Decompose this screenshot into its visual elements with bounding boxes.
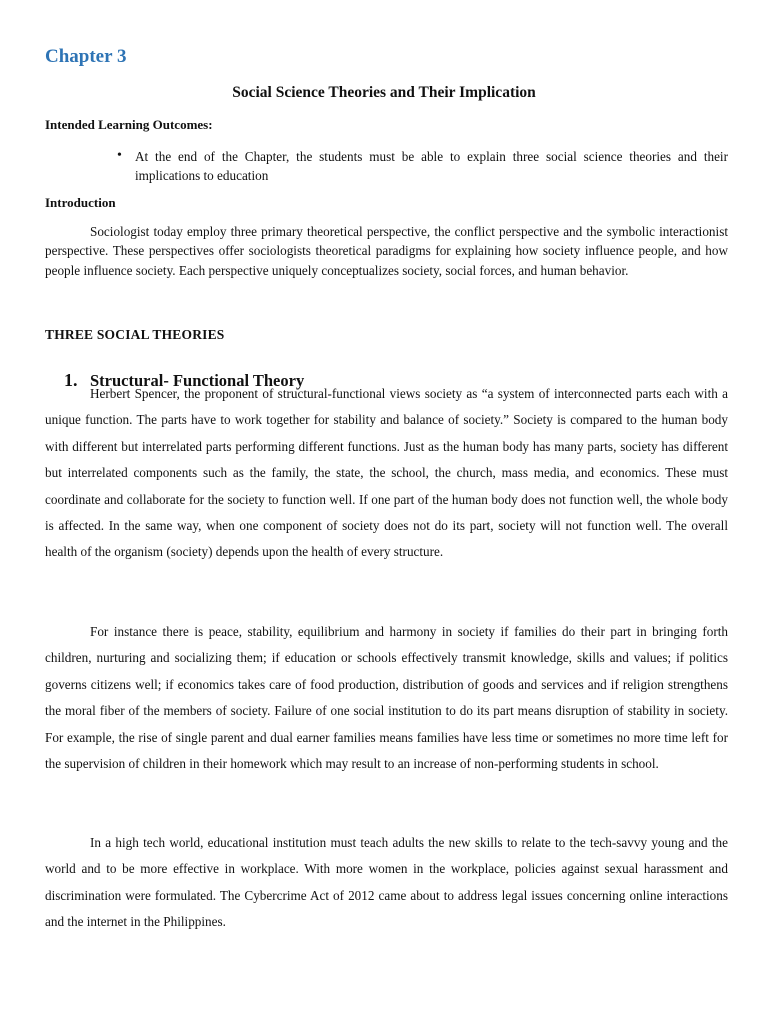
theory-heading: Structural- Functional Theory (90, 371, 305, 390)
introduction-heading: Introduction (45, 195, 116, 210)
section-heading: THREE SOCIAL THEORIES (45, 327, 225, 342)
body-paragraph-2: For instance there is peace, stability, equilibrium and harmony in society if families do their part in bringing forth children, nurturing and socializing them; if education or schools effectively transmit knowledge, skills and values; if politics governs citizens well; if economics takes care of food production, distribution of goods and services and if religion strengthens the moral fiber of the members of society. Failure of one social institution to do its part means disruption of stability in society. For example, the rise of single parent and dual earner families means families have less time or sometimes no more time left for the supervision of children in their homework which may result to an increase of non-performing students in school. (45, 624, 728, 772)
theory-number: 1. (64, 370, 78, 390)
bullet-icon: • (117, 148, 122, 163)
body-paragraph-3: In a high tech world, educational institution must teach adults the new skills to relate to the tech-savvy young and the world and to be more effective in workplace. With more women in the workplace, policies against sexual harassment and discrimination were formulated. The Cybercrime Act of 2012 came about to address legal issues concerning online interactions and the internet in the Philippines. (45, 835, 728, 930)
document-title: Social Science Theories and Their Implication (232, 84, 536, 101)
body-paragraph-1: Herbert Spencer, the proponent of structural-functional views society as “a system of interconnected parts each with a unique function. The parts have to work together for stability and balance of society.” Society is compared to the human body with different but interrelated parts performing different functions. Just as the human body has many parts, society has different but interrelated components such as the family, the state, the school, the church, mass media, and economics. These must coordinate and collaborate for the society to function well. If one part of the human body does not function well, the whole body is affected. In the same way, when one component of society does not do its part, society will not function well. The overall health of the organism (society) depends upon the health of every structure. (45, 386, 728, 560)
chapter-label: Chapter 3 (45, 46, 127, 67)
learning-outcomes-heading: Intended Learning Outcomes: (45, 117, 213, 132)
introduction-paragraph: Sociologist today employ three primary theoretical perspective, the conflict perspective and the symbolic interactionist perspective. These perspectives offer sociologists theoretical paradigms for explaining how society influence people, and how people influence society. Each perspective uniquely conceptualizes society, social forces, and human behavior. (45, 224, 728, 278)
learning-outcome-item: At the end of the Chapter, the students must be able to explain three social science theories and their implications to education (135, 149, 728, 183)
